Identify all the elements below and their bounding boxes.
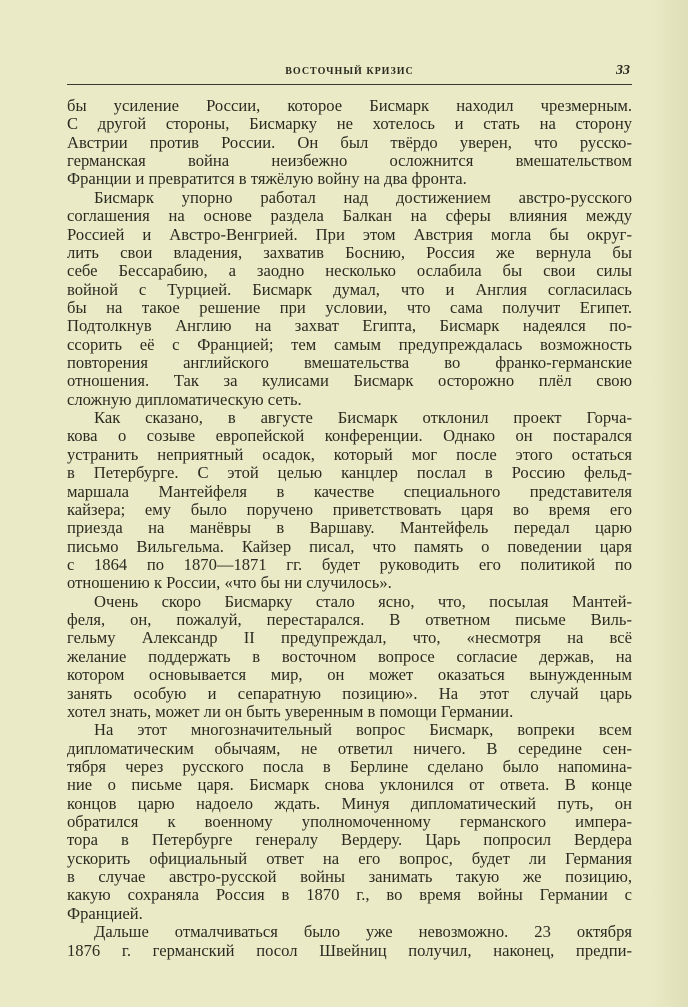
paragraph <box>67 593 632 722</box>
text-line: занять особую и сепаратную позицию». На этот случай царь <box>67 683 632 703</box>
chapter-title: ВОСТОЧНЫЙ КРИЗИС <box>285 66 414 77</box>
text-line: приезда на манёвры в Варшаву. Мантейфель передал царю <box>67 518 632 538</box>
text-line: ссорить её с Францией; тем самым предупреждалась возможность <box>67 334 632 354</box>
text-line: кайзера; ему было поручено приветствовать царя во время его <box>67 499 632 519</box>
text-line: в Петербурге. С этой целью канцлер послал в Россию фельд- <box>67 463 632 483</box>
text-line: устранить неприятный осадок, который мог после этого остаться <box>67 444 632 464</box>
page-number: 33 <box>616 63 630 78</box>
text-line: Франции и превратится в тяжёлую войну на два фронта. <box>67 169 467 189</box>
text-line: отношения. Так за кулисами Бисмарк осторожно плёл свою <box>67 371 632 391</box>
text-line: какую сохраняла Россия в 1870 г., во время войны Германии с <box>67 885 632 905</box>
paragraph <box>67 97 632 189</box>
paragraph <box>67 923 632 960</box>
text-line: кова о созыве европейской конференции. Однако он постарался <box>67 426 632 446</box>
paragraph <box>67 721 632 923</box>
text-line: повторения английского вмешательства во франко-германские <box>67 353 632 373</box>
text-line: ние о письме царя. Бисмарк снова уклонился от ответа. В конце <box>67 775 632 795</box>
text-line: себе Бессарабию, а заодно несколько ослабила бы свои силы <box>67 261 632 281</box>
text-line: германская война неизбежно осложнится вмешательством <box>67 151 632 171</box>
text-line: Францией. <box>67 903 143 923</box>
text-line: Очень скоро Бисмарку стало ясно, что, посылая Мантей- <box>94 591 632 611</box>
text-line: соглашения на основе раздела Балкан на сферы влияния между <box>67 206 632 226</box>
text-line: 1876 г. германский посол Швейниц получил, наконец, предпи- <box>67 940 632 960</box>
text-line: бы на такое решение при условии, что сама получит Египет. <box>67 297 632 317</box>
text-line: хотел знать, может ли он быть уверенным в помощи Германии. <box>67 701 514 721</box>
text-line: Австрии против России. Он был твёрдо уверен, что русско- <box>67 132 632 152</box>
text-line: На этот многозначительный вопрос Бисмарк, вопреки всем <box>94 720 632 740</box>
text-line: концов царю надоело ждать. Минуя дипломатический путь, он <box>67 793 632 813</box>
running-header <box>67 64 632 82</box>
text-line: Бисмарк упорно работал над достижением австро-русского <box>94 187 632 207</box>
text-line: желание поддержать в восточном вопросе согласие держав, на <box>67 646 632 666</box>
text-line: котором основывается мир, он может оказаться вынужденным <box>67 665 632 685</box>
text-line: ускорить официальный ответ на его вопрос, будет ли Германия <box>67 848 632 868</box>
text-line: Россией и Австро-Венгрией. При этом Австрия могла бы округ- <box>67 224 632 244</box>
text-line: Подтолкнув Англию на захват Египта, Бисмарк надеялся по- <box>67 316 632 336</box>
text-line: тября через русского посла в Берлине сделано было напомина- <box>67 756 632 776</box>
text-line: отношению к России, «что бы ни случилось». <box>67 573 392 593</box>
header-rule <box>67 84 632 85</box>
text-line: Как сказано, в августе Бисмарк отклонил проект Горча- <box>94 408 632 428</box>
text-line: с 1864 по 1870—1871 гг. будет руководить его политикой по <box>67 554 632 574</box>
text-line: лить свои владения, захватив Боснию, Россия же вернула бы <box>67 242 632 262</box>
text-line: бы усиление России, которое Бисмарк находил чрезмерным. <box>67 96 632 115</box>
text-line: письмо Вильгельма. Кайзер писал, что память о поведении царя <box>67 536 632 556</box>
text-line: С другой стороны, Бисмарку не хотелось и стать на сторону <box>67 114 632 134</box>
text-line: гельму Александр II предупреждал, что, «несмотря на всё <box>67 628 632 648</box>
text-line: феля, он, пожалуй, перестарался. В ответном письме Виль- <box>67 610 632 630</box>
text-line: маршала Мантейфеля в качестве специального представителя <box>67 481 632 501</box>
paragraph <box>67 189 632 409</box>
text-line: дипломатическим обычаям, не ответил ничего. В середине сен- <box>67 738 632 758</box>
text-line: в случае австро-русской войны занимать такую же позицию, <box>67 867 632 887</box>
text-line: сложную дипломатическую сеть. <box>67 389 302 409</box>
body-text <box>67 97 632 960</box>
page-edge-shade <box>648 0 688 1007</box>
text-line: Дальше отмалчиваться было уже невозможно. 23 октября <box>94 922 632 942</box>
paragraph <box>67 409 632 593</box>
text-line: обратился к военному уполномоченному германского импера- <box>67 812 632 832</box>
text-line: тора в Петербурге генералу Вердеру. Царь попросил Вердера <box>67 830 632 850</box>
text-line: войной с Турцией. Бисмарк думал, что и Англия согласилась <box>67 279 632 299</box>
